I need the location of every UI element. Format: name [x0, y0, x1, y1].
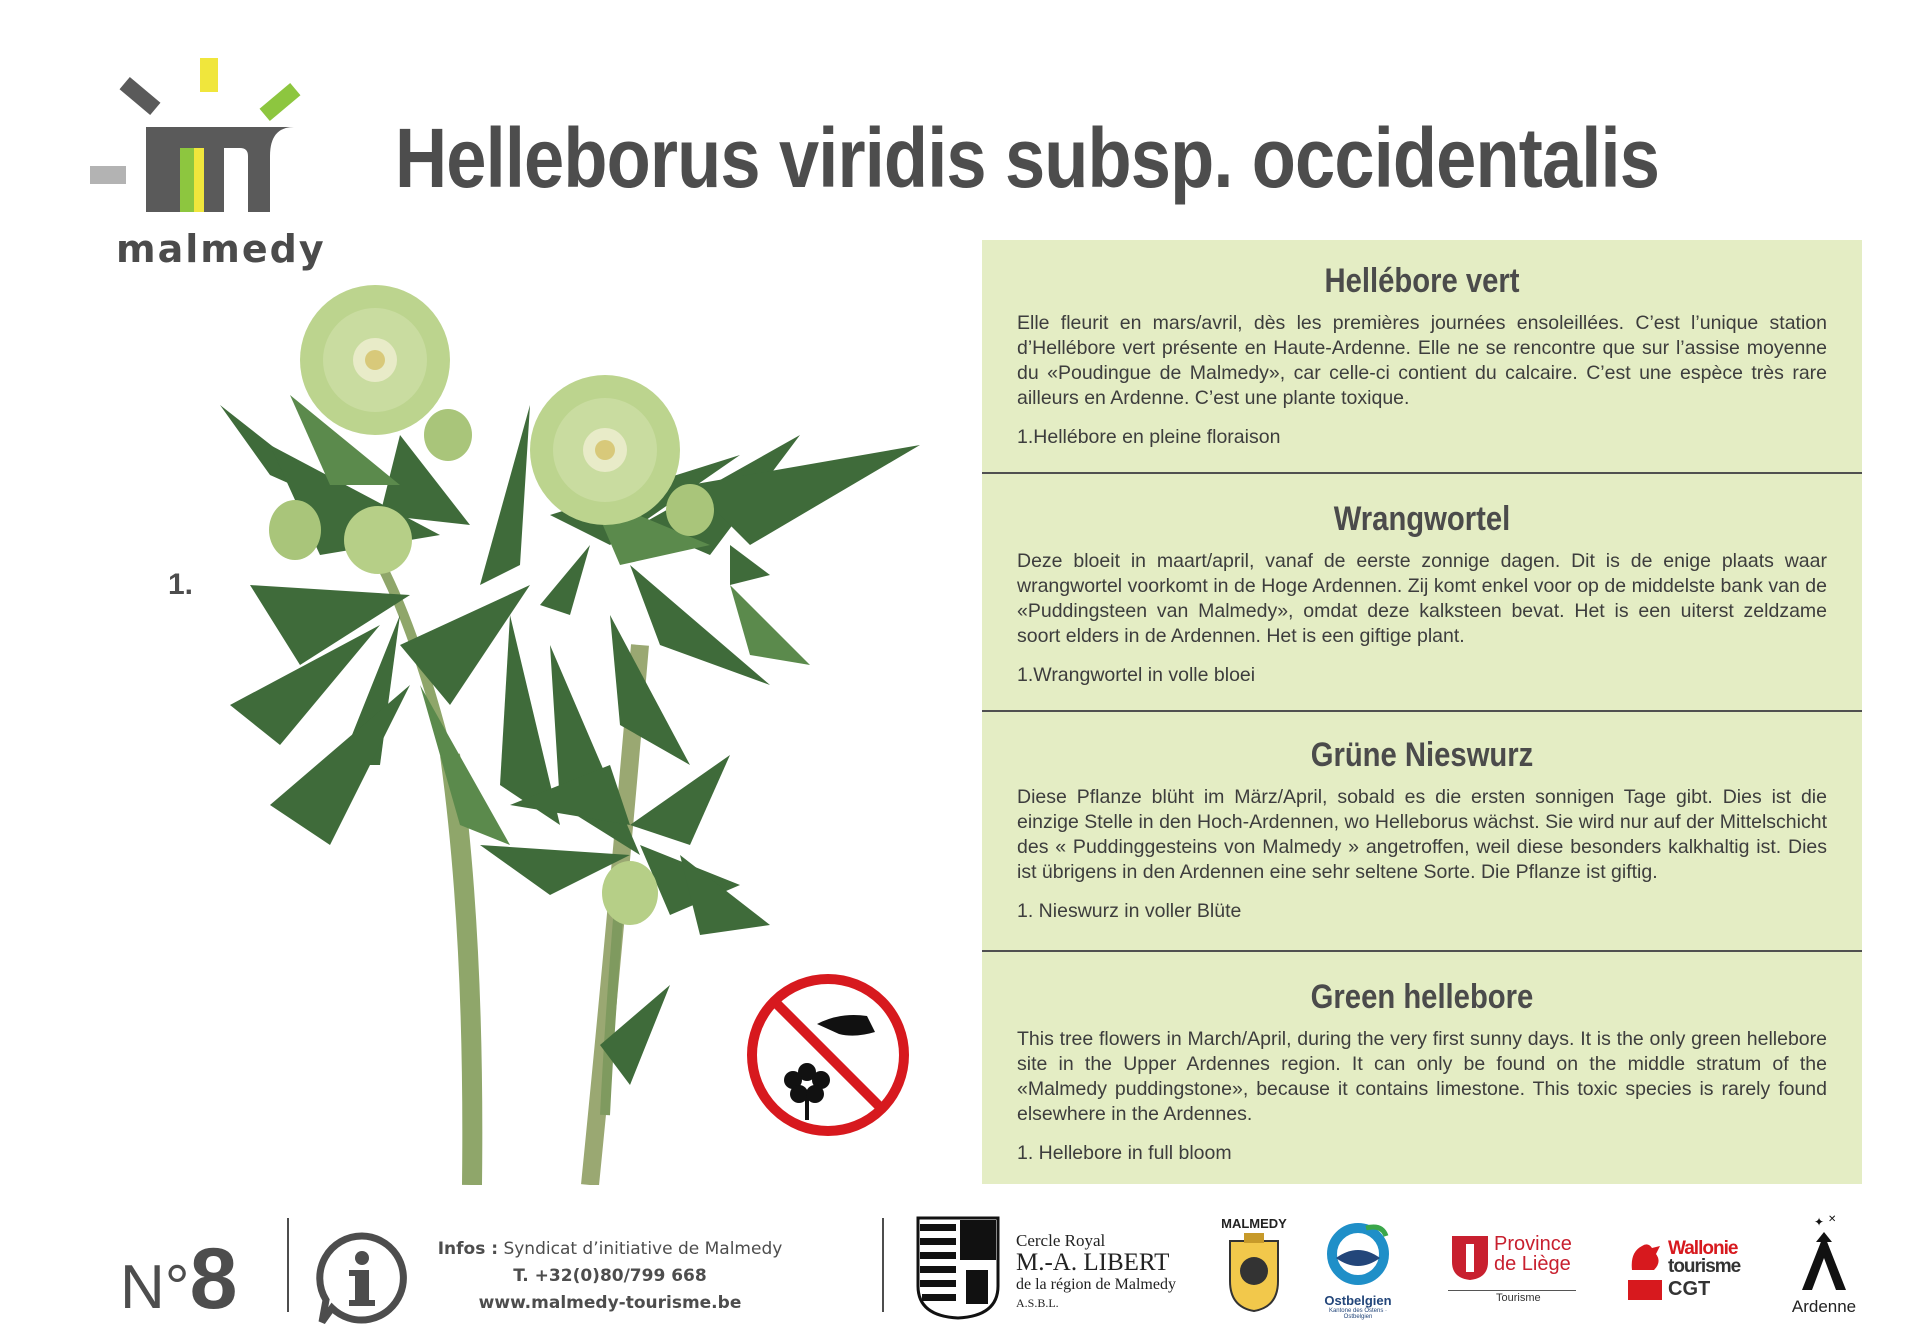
malmedy-logo-mark: [88, 52, 313, 232]
website-link[interactable]: www.malmedy-tourisme.be: [478, 1293, 742, 1313]
cercle-line4: A.S.B.L.: [1016, 1296, 1059, 1310]
malmedy-crest-label: MALMEDY: [1221, 1216, 1287, 1231]
malmedy-crest-logo: [1214, 1216, 1294, 1318]
province-divider: [1448, 1290, 1576, 1291]
section-body: Deze bloeit in maart/april, vanaf de eerste zonnige dagen. Dit is de enige plaats waar wrangwortel voorkomt in de Hoge Ardennen. Zij komt enkel voor op de middelste bank van de «Puddingsteen van Malmedy», omdat deze kalksteen bevat. Het is een uiterst zeldzame soort elders in de Ardennen. Het is een giftige plant.: [1017, 550, 1827, 647]
footer-separator: [882, 1218, 884, 1312]
province-sub: Tourisme: [1496, 1292, 1541, 1304]
section-divider: [982, 472, 1862, 474]
wallonie-rooster-icon: [1628, 1240, 1664, 1276]
no-picking-sign-icon: [745, 972, 911, 1138]
section-heading: Hellébore vert: [1324, 262, 1520, 300]
section-divider: [982, 950, 1862, 952]
province-name: Province de Liège: [1494, 1233, 1572, 1275]
cgt-mark-icon: [1628, 1280, 1662, 1300]
page-title: Helleborus viridis subsp. occidentalis: [395, 111, 1660, 205]
section-heading: Green hellebore: [1310, 978, 1534, 1016]
ostbelgien-icon: [1326, 1222, 1390, 1286]
cercle-libert-logo: [1016, 1232, 1176, 1312]
section-heading: Grüne Nieswurz: [1310, 736, 1534, 774]
province-liege-icon: [1450, 1234, 1490, 1282]
section-english: [982, 978, 1862, 1166]
contact-info: [400, 1236, 820, 1317]
section-body: Elle fleurit en mars/avril, dès les premières journées ensoleillées. C’est l’unique station d’Hellébore vert présente en Haute-Ardenne. Elle ne se rencontre que sur l’assise moyenne du «Poudingue de Malmedy», car celle-ci contient du calcaire. C’est une espèce très rare ailleurs en Ardenne. C’est une plante toxique.: [1017, 312, 1827, 409]
info-icon: [312, 1228, 412, 1328]
section-divider: [982, 710, 1862, 712]
number-prefix: N°: [120, 1253, 190, 1322]
section-german: [982, 736, 1862, 924]
section-caption: 1.Hellébore en pleine floraison: [1017, 426, 1281, 448]
phone-number: T. +32(0)80/799 668: [513, 1266, 707, 1286]
infos-label: Infos :: [437, 1239, 499, 1259]
section-dutch: [982, 500, 1862, 688]
cercle-line1: Cercle Royal: [1016, 1231, 1106, 1250]
cercle-line2: M.-A. LIBERT: [1016, 1249, 1170, 1276]
ostbelgien-label: Ostbelgien: [1324, 1293, 1392, 1308]
section-body: Diese Pflanze blüht im März/April, sobald es die ersten sonnigen Tage gibt. Dies ist die einzige Stelle in den Hoch-Ardennen, wo Helleborus wächst. Sie wird nur auf der Mittelschicht des « Puddinggesteins von Malmedy » angetroffen, weil diese besonders kalkhaltig ist. Dies ist übrigens in den Ardennen eine sehr seltene Sorte. Die Pflanze ist giftig.: [1017, 786, 1827, 883]
ostbelgien-logo: [1318, 1222, 1398, 1320]
section-body: This tree flowers in March/April, during the very first sunny days. It is the only green hellebore site in the Upper Ardennes region. It can only be found on the middle stratum of the «Malmedy puddingstone», because it contains limestone. This toxic species is rarely found elsewhere in the Ardennes.: [1017, 1028, 1827, 1125]
cercle-libert-shield-icon: [916, 1216, 1000, 1320]
malmedy-crest-icon: [1222, 1231, 1286, 1313]
wallonie-label: Wallonie: [1668, 1238, 1738, 1259]
logo-wordmark: malmedy: [116, 227, 326, 271]
cercle-line3: de la région de Malmedy: [1016, 1276, 1176, 1293]
section-heading: Wrangwortel: [1333, 500, 1511, 538]
ardenne-logo: [1784, 1212, 1864, 1317]
svg-text:✕: ✕: [1828, 1214, 1837, 1225]
number-value: 8: [189, 1231, 238, 1327]
ardenne-label: Ardenne: [1791, 1297, 1857, 1316]
province-liege-logo: [1448, 1230, 1576, 1304]
section-caption: 1. Hellebore in full bloom: [1017, 1142, 1232, 1164]
section-caption: 1.Wrangwortel in volle bloei: [1017, 664, 1256, 686]
infos-org: Syndicat d’initiative de Malmedy: [503, 1239, 783, 1259]
section-caption: 1. Nieswurz in voller Blüte: [1017, 900, 1242, 922]
sign-number: [120, 1230, 237, 1329]
section-french: [982, 262, 1862, 450]
malmedy-logo: [88, 52, 326, 277]
footer-separator: [287, 1218, 289, 1312]
tourisme-label: tourisme: [1668, 1256, 1741, 1277]
cgt-label: CGT: [1668, 1278, 1711, 1300]
ostbelgien-sub: Kantone des Ostens · Ostbelgien: [1328, 1308, 1388, 1320]
ardenne-icon: [1794, 1212, 1854, 1292]
text-panel: [982, 240, 1862, 1184]
svg-text:✦: ✦: [1814, 1215, 1825, 1229]
figure-label: 1.: [168, 568, 194, 601]
